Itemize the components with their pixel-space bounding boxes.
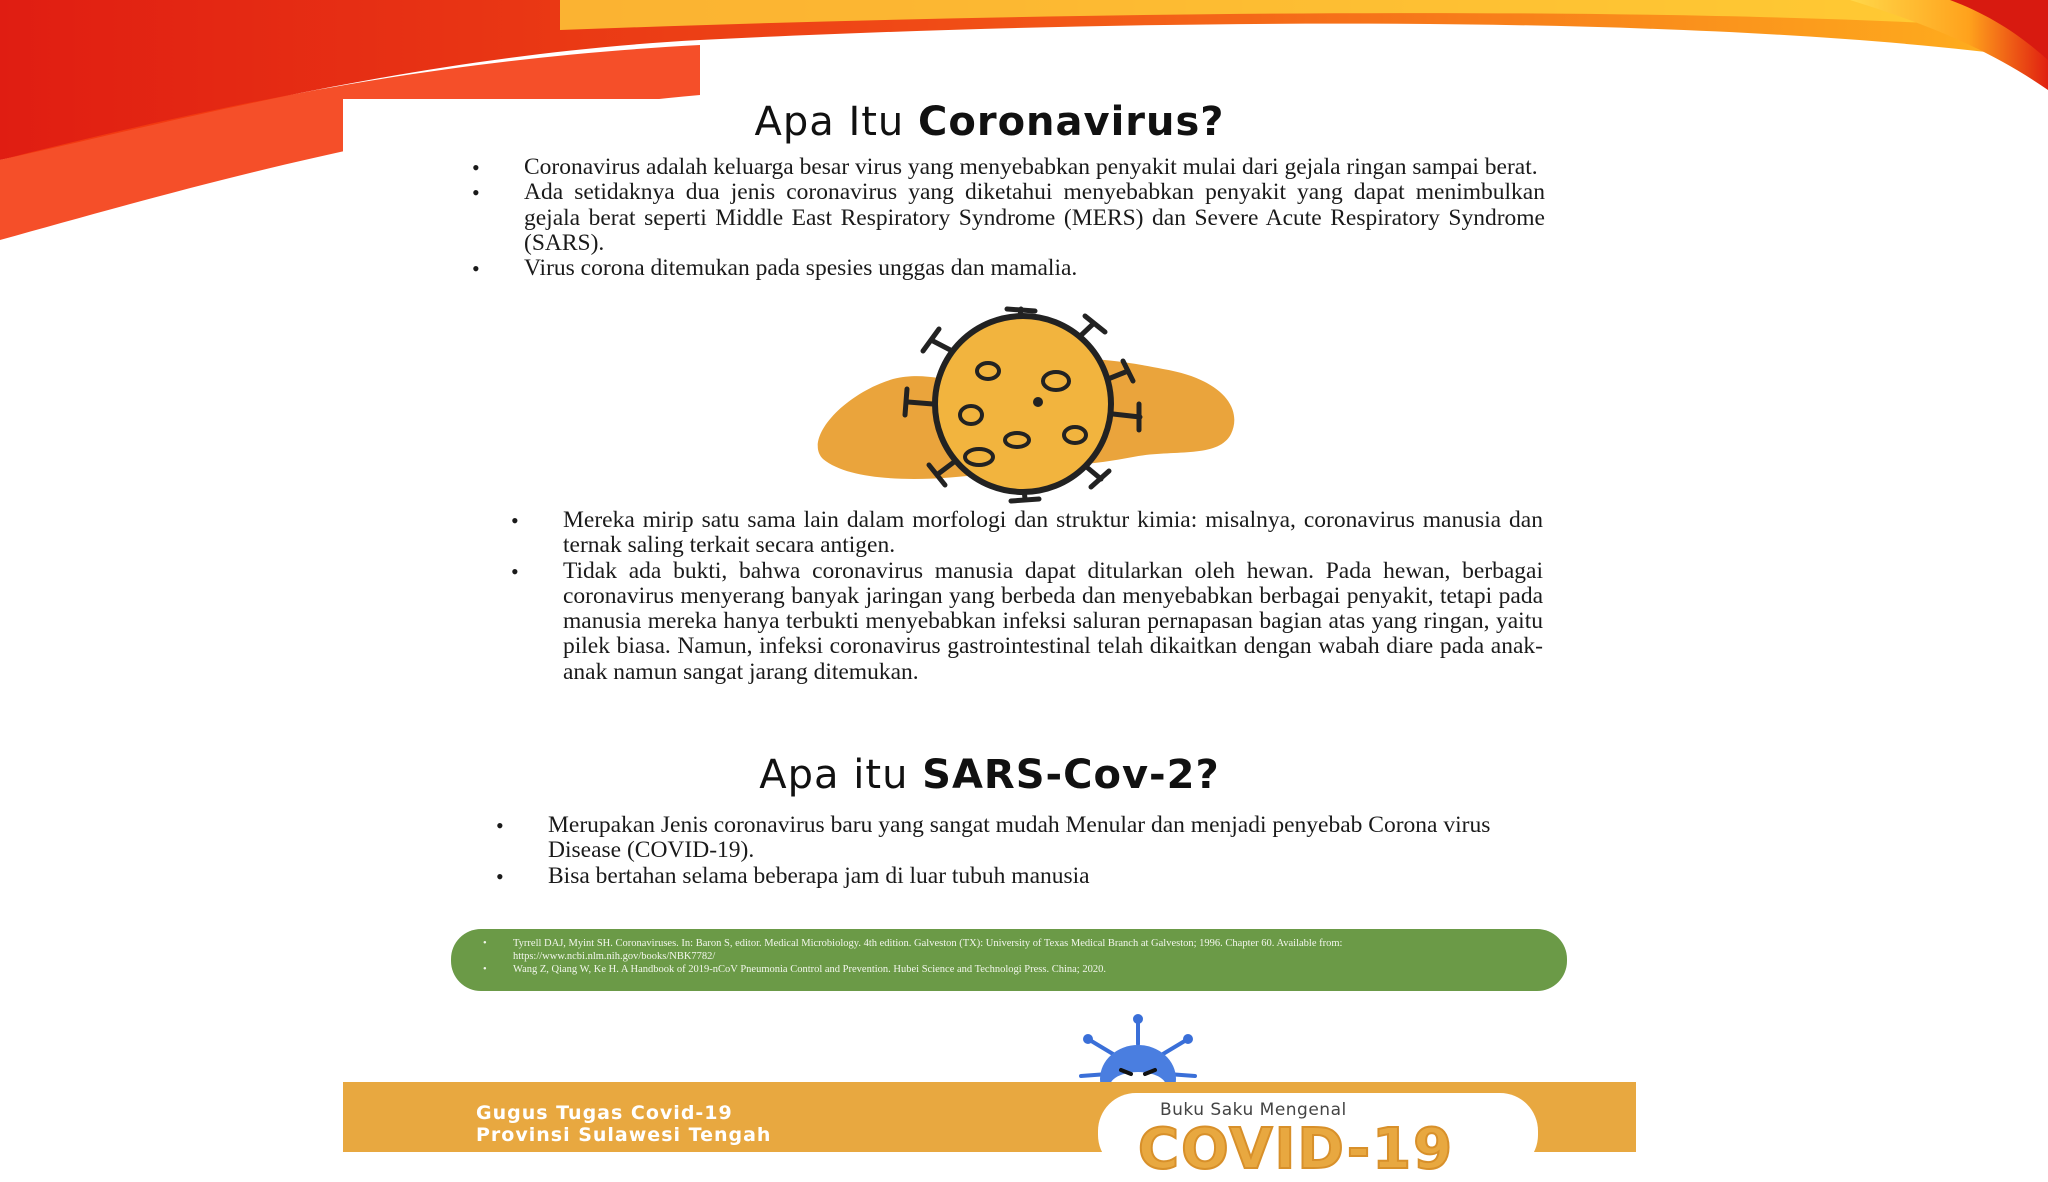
reference-item: • Tyrrell DAJ, Myint SH. Coronaviruses. In: Baron S, editor. Medical Microbiology. 4th edition. Galveston (TX): University of Texas Medical Branch at Galveston; 1996. Chapter 60. Available from: https://www.ncbi.nlm.nih.gov/books/NBK7782/ — [513, 937, 1547, 963]
heading-light: Apa Itu — [754, 99, 905, 145]
heading-coronavirus — [343, 99, 1636, 145]
document-page — [343, 99, 1636, 1182]
badge-title: COVID-19 — [1138, 1117, 1455, 1182]
footer-banner — [343, 1082, 1636, 1182]
heading-sars-cov-2 — [343, 752, 1636, 798]
coronavirus-illustration — [783, 299, 1283, 509]
organization-line-1: Gugus Tugas Covid-19 — [476, 1102, 733, 1124]
bullet-list-details — [563, 508, 1543, 685]
list-item: • Tidak ada bukti, bahwa coronavirus manusia dapat ditularkan oleh hewan. Pada hewan, berbagai coronavirus menyerang banyak jaringan yang berbeda dan menyebabkan berbagai penyakit, tetapi pada manusia mereka hanya terbukti menyebabkan infeksi saluran pernapasan bagian atas yang ringan, yaitu pilek biasa. Namun, infeksi coronavirus gastrointestinal telah dikaitkan dengan wabah diare pada anak-anak namun sangat jarang ditemukan. — [563, 559, 1543, 685]
book-title-badge — [1098, 1093, 1538, 1182]
bullet-list-intro — [524, 155, 1545, 281]
heading-bold: SARS-Cov-2? — [922, 752, 1220, 798]
list-item: • Mereka mirip satu sama lain dalam morfologi dan struktur kimia: misalnya, coronavirus manusia dan ternak saling terkait secara antigen. — [563, 508, 1543, 559]
heading-bold: Coronavirus? — [918, 99, 1225, 145]
list-item: • Ada setidaknya dua jenis coronavirus yang diketahui menyebabkan penyakit yang dapat menimbulkan gejala berat seperti Middle East Respiratory Syndrome (MERS) dan Severe Acute Respiratory Syndrome (SARS). — [524, 180, 1545, 256]
organization-line-2: Provinsi Sulawesi Tengah — [476, 1124, 772, 1146]
reference-item: • Wang Z, Qiang W, Ke H. A Handbook of 2019-nCoV Pneumonia Control and Prevention. Hubei Science and Technologi Press. China; 2020. — [513, 963, 1547, 976]
list-item: • Bisa bertahan selama beberapa jam di luar tubuh manusia — [548, 864, 1508, 889]
references-box — [451, 929, 1567, 991]
heading-light: Apa itu — [759, 752, 909, 798]
footer-organization — [476, 1102, 771, 1146]
bullet-list-sars — [548, 813, 1508, 889]
list-item: • Merupakan Jenis coronavirus baru yang sangat mudah Menular dan menjadi penyebab Corona virus Disease (COVID-19). — [548, 813, 1508, 864]
list-item: • Virus corona ditemukan pada spesies unggas dan mamalia. — [524, 256, 1545, 281]
badge-subtitle: Buku Saku Mengenal — [1160, 1100, 1347, 1120]
list-item: • Coronavirus adalah keluarga besar virus yang menyebabkan penyakit mulai dari gejala ringan sampai berat. — [524, 155, 1545, 180]
